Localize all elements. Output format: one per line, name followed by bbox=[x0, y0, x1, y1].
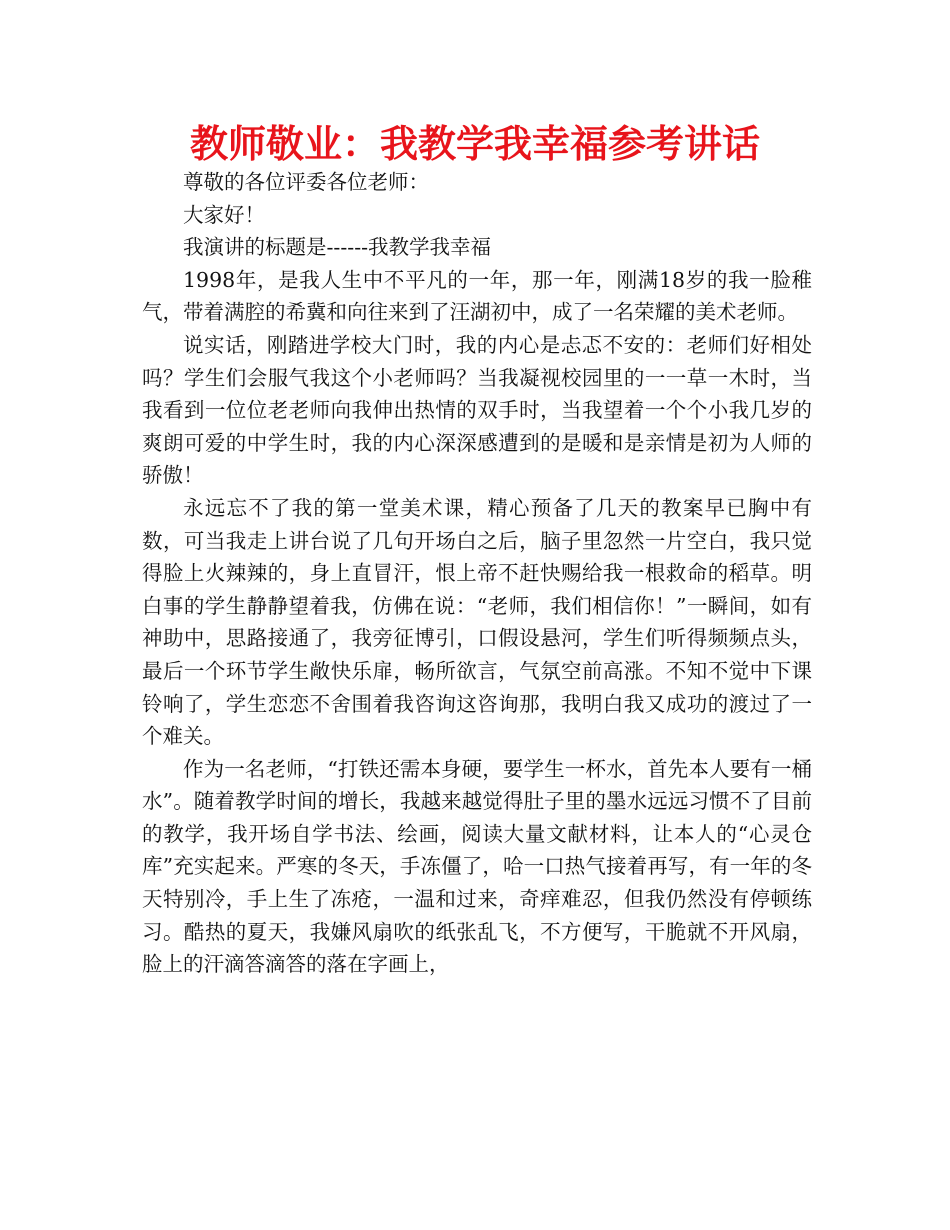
paragraph-first-class: 永远忘不了我的第一堂美术课，精心预备了几天的教案早已胸中有数，可当我走上讲台说了几句开场白之后，脑子里忽然一片空白，我只觉得脸上火辣辣的，身上直冒汗，恨上帝不赶快赐给我一根救命的稻草。明白事的学生静静望着我，仿佛在说：“老师，我们相信你！”一瞬间，如有神助中，思路接通了，我旁征博引，口假设悬河，学生们听得频频点头，最后一个环节学生敞快乐扉，畅所欲言，气氛空前高涨。不知不觉中下课铃响了，学生恋恋不舍围着我咨询这咨询那，我明白我又成功的渡过了一个难关。 bbox=[142, 495, 812, 749]
paragraph-self-study: 作为一名老师，“打铁还需本身硬，要学生一杯水，首先本人要有一桶水”。随着教学时间的增长，我越来越觉得肚子里的墨水远远习惯不了目前的教学，我开场自学书法、绘画，阅读大量文献材料，让本人的“心灵仓库”充实起来。严寒的冬天，手冻僵了，哈一口热气接着再写，有一年的冬天特别冷，手上生了冻疮，一温和过来，奇痒难忍，但我仍然没有停顿练习。酷热的夏天，我嫌风扇吹的纸张乱飞，不方便写，干脆就不开风扇，脸上的汗滴答滴答的落在字画上， bbox=[142, 756, 812, 977]
paragraph-salutation: 尊敬的各位评委各位老师： bbox=[183, 170, 429, 194]
paragraph-1998: 1998年，是我人生中不平凡的一年，那一年，刚满18岁的我一脸稚气，带着满腔的希冀和向往来到了汪湖初中，成了一名荣耀的美术老师。 bbox=[142, 267, 812, 325]
paragraph-greeting: 大家好！ bbox=[183, 202, 265, 227]
paragraph-topic: 我演讲的标题是------我教学我幸福 bbox=[183, 235, 492, 260]
paragraph-first-day: 说实话，刚踏进学校大门时，我的内心是忐忑不安的：老师们好相处吗？学生们会服气我这个小老师吗？当我凝视校园里的一一草一木时，当我看到一位位老老师向我伸出热情的双手时，当我望着一个个小我几岁的爽朗可爱的中学生时，我的内心深深感遭到的是暖和是亲情是初为人师的骄傲！ bbox=[142, 332, 812, 488]
document-body bbox=[142, 166, 812, 981]
document-title: 教师敬业：我教学我幸福参考讲话 bbox=[189, 122, 760, 166]
